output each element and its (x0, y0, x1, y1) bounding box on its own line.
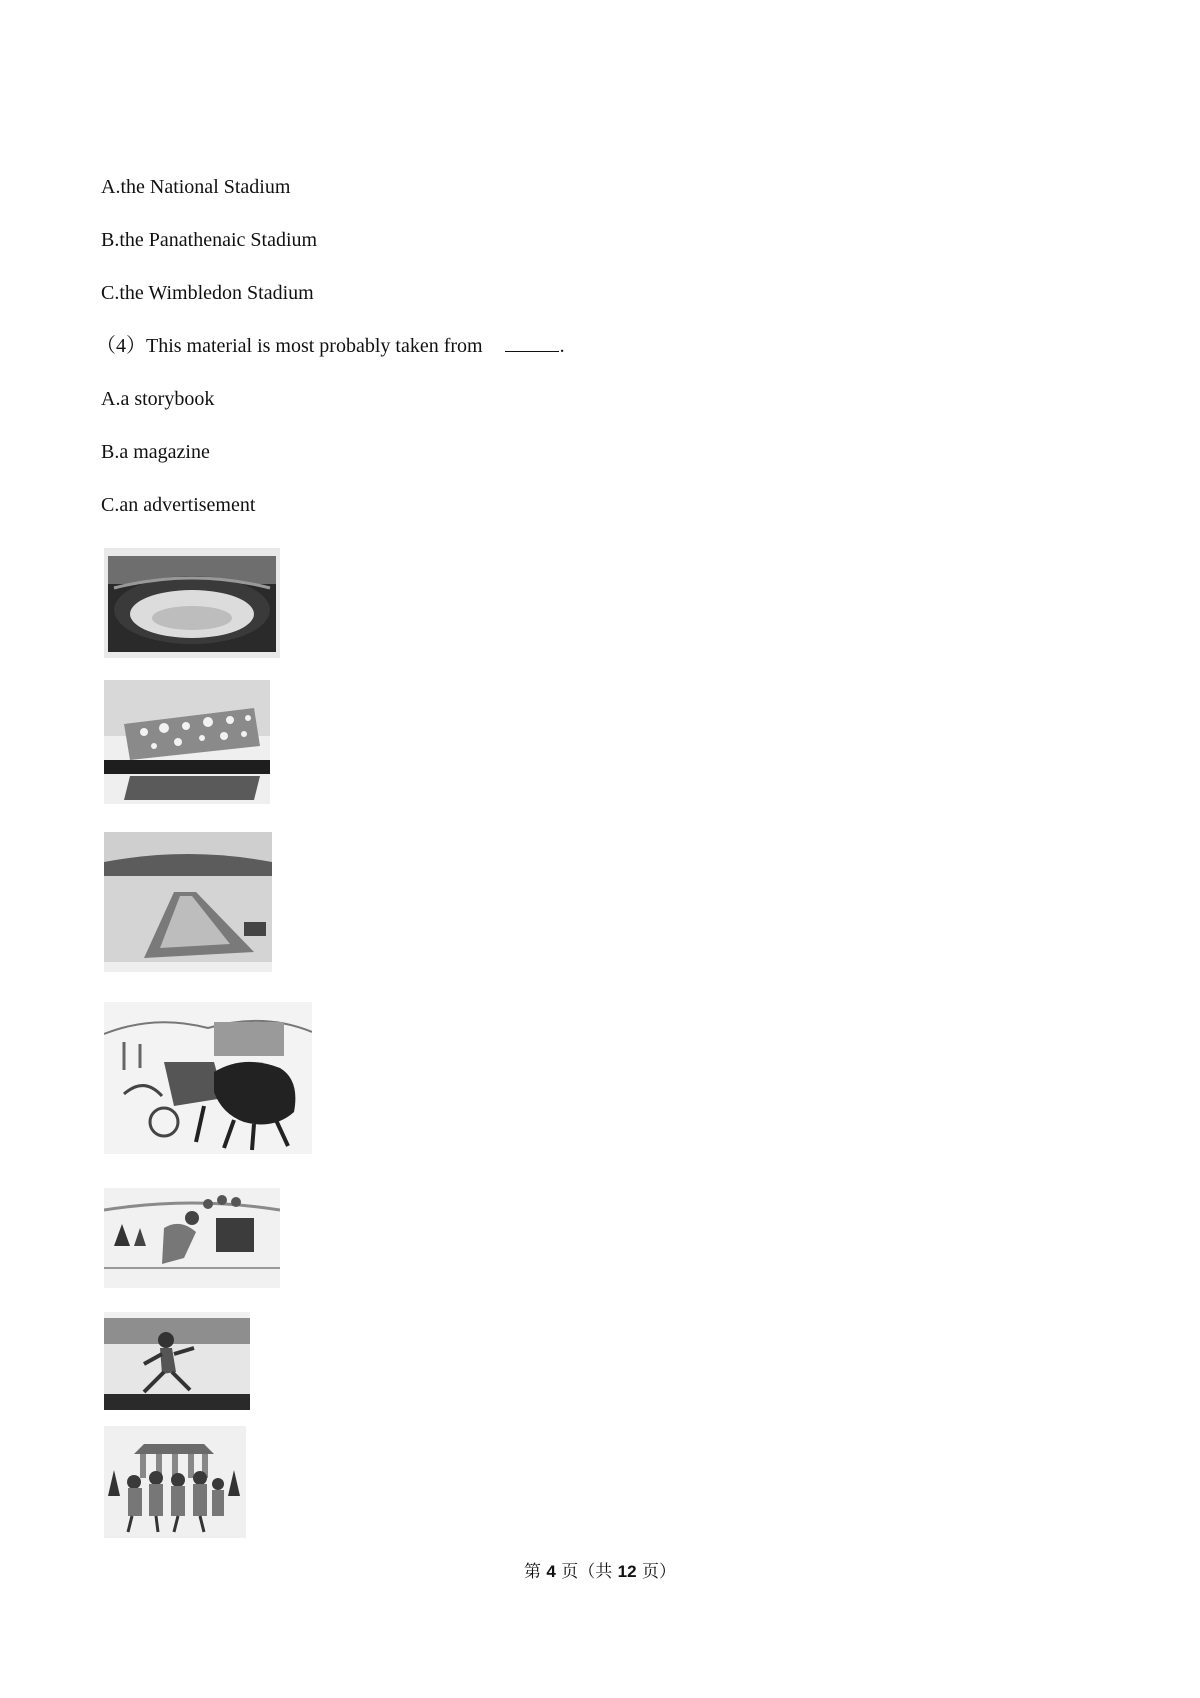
chariot-illustration (104, 1002, 312, 1154)
page-footer: 第 4 页（共 12 页） (523, 1562, 676, 1582)
page-total: 12 (617, 1562, 637, 1581)
option-q4-c: C.an advertisement (101, 494, 256, 516)
question-text: This material is most probably taken from (146, 335, 483, 357)
option-q3-a: A.the National Stadium (101, 176, 291, 198)
option-q4-b: B.a magazine (101, 441, 210, 463)
option-q4-a: A.a storybook (101, 388, 215, 410)
athlete-illustration-1 (104, 1188, 280, 1288)
option-q3-c: C.the Wimbledon Stadium (101, 282, 314, 304)
question-4 (96, 334, 565, 358)
stadium-photo-2 (104, 680, 270, 804)
option-q3-b: B.the Panathenaic Stadium (101, 229, 318, 251)
stadium-photo-3 (104, 832, 272, 972)
crowd-illustration (104, 1426, 246, 1538)
question-number: （4） (96, 335, 146, 357)
page-number: 4 (546, 1562, 556, 1581)
athlete-illustration-2 (104, 1312, 250, 1410)
question-end: . (559, 335, 565, 357)
answer-blank (505, 335, 559, 352)
stadium-photo-1 (104, 548, 280, 658)
